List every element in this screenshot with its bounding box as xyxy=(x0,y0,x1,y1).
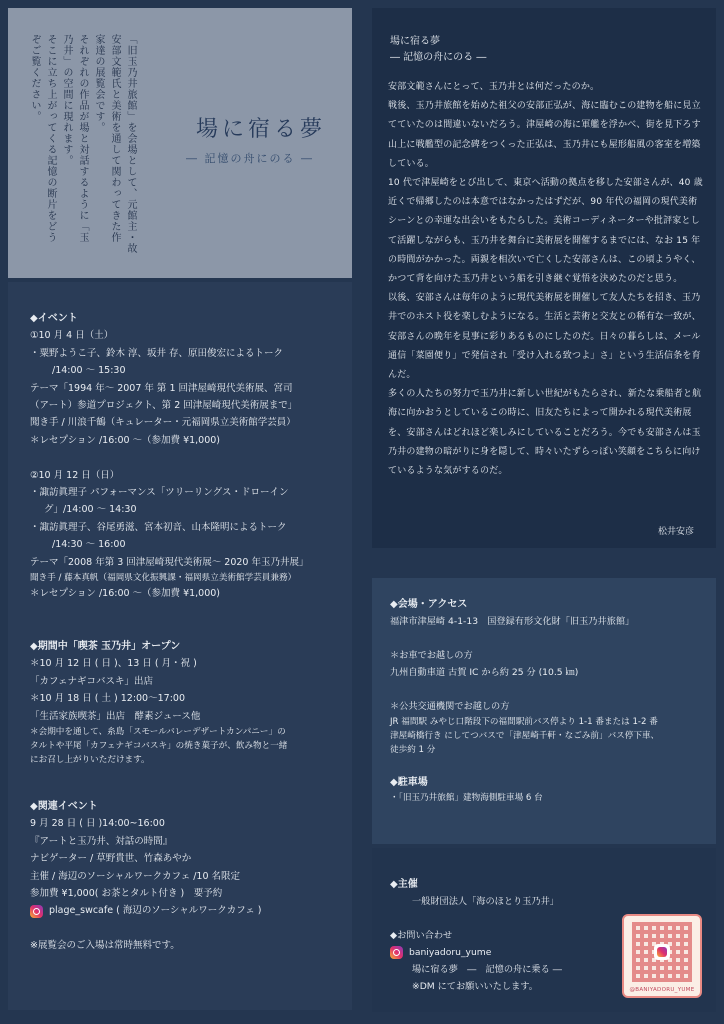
instagram-logo-icon xyxy=(654,944,670,960)
cafe-line: ＊10 月 18 日 ( 土 ) 12:00～17:00 xyxy=(30,693,185,705)
free-admission-note: ※展覧会のご入場は常時無料です。 xyxy=(30,940,180,952)
cafe-note: ＊会期中を通して、糸島「スモールバレーデザートカンパニー」の xyxy=(30,727,286,738)
instagram-icon xyxy=(30,905,43,918)
venue-panel xyxy=(372,578,716,844)
related-section xyxy=(30,798,346,955)
intro-column-5: 乃井」の空間に現れます。 xyxy=(61,34,72,166)
related-navigators: ナビゲーター / 草野貴世、竹森あやか xyxy=(30,853,192,865)
event-2-performance: ・諏訪眞理子 パフォーマンス「ツリーリングス・ドローイン xyxy=(30,487,289,499)
event-2-talk-time: /14:30 ～ 16:00 xyxy=(52,539,126,551)
event-1-theme: テーマ「1994 年～ 2007 年 第 1 回津屋崎現代美術展、宮司 xyxy=(30,382,293,394)
venue-section xyxy=(390,596,706,805)
car-access-heading: ＊お車でお越しの方 xyxy=(390,650,473,661)
cafe-note: にお召し上がりいただけます。 xyxy=(30,755,150,766)
intro-column-6: そこに立ち上がってくる記憶の断片をどう xyxy=(45,34,56,243)
transit-access: 津屋崎橋行き にしてつバスで「津屋崎千軒・なごみ前」バス停下車、 xyxy=(390,731,660,741)
event-1-date: ①10 月 4 日（土） xyxy=(30,330,114,342)
event-1-talk: ・粟野ようこ子、鈴木 淳、坂井 存、原田俊宏によるトーク xyxy=(30,347,284,359)
exhibition-title: 場に宿る夢 xyxy=(196,117,327,142)
contact-section xyxy=(390,876,620,995)
essay-subtitle: ― 記憶の舟にのる ― xyxy=(390,52,487,63)
parking-heading: ◆駐車場 xyxy=(390,777,428,788)
cafe-line: 「生活家族喫茶」出店 酵素ジュース他 xyxy=(30,710,201,722)
essay-body xyxy=(388,78,706,481)
related-instagram-handle[interactable]: plage_swcafe ( 海辺のソーシャルワークカフェ ) xyxy=(49,905,262,917)
event-1-reception: ＊レセプション /16:00 ～（参加費 ¥1,000) xyxy=(30,434,221,446)
intro-column-7: ぞご覧ください。 xyxy=(29,34,40,122)
essay-paragraph: 安部文範さんにとって、玉乃井とは何だったのか。 xyxy=(388,82,600,92)
venue-heading: ◆会場・アクセス xyxy=(390,599,468,610)
cafe-heading: ◆期間中「喫茶 玉乃井」オープン xyxy=(30,641,181,652)
intro-column-3: 家達の展覧会です。 xyxy=(93,34,104,133)
venue-address: 福津市津屋崎 4-1-13 国登録有形文化財「旧玉乃井旅館」 xyxy=(390,616,635,627)
intro-panel xyxy=(8,8,352,278)
organizer-heading: ◆主催 xyxy=(390,879,418,890)
essay-title-block xyxy=(390,34,486,66)
contact-instagram-handle[interactable]: baniyadoru_yume xyxy=(409,947,492,958)
contact-title-line: 場に宿る夢 ― 記憶の舟に乗る ― xyxy=(412,964,562,975)
event-1-interviewer: 聞き手 / 川浪千鶴（キュレーター・元福岡県立美術館学芸員） xyxy=(30,417,296,429)
contact-panel xyxy=(372,848,716,1012)
related-host: 主催 / 海辺のソーシャルワークカフェ /10 名限定 xyxy=(30,870,241,882)
event-2-talk: ・諏訪眞理子、谷尾勇滋、宮本初音、山本隆明によるトーク xyxy=(30,521,287,533)
car-access: 九州自動車道 古賀 IC から約 25 分 (10.5 ㎞) xyxy=(390,667,579,678)
essay-signature: 松井安彦 xyxy=(657,527,694,537)
transit-access: 徒歩約 1 分 xyxy=(390,745,436,755)
instagram-icon xyxy=(390,946,403,959)
essay-paragraph: 戦後、玉乃井旅館を始めた祖父の安部正弘が、海に臨むこの建物を船に見立てていたのは間違いないだろう。津屋崎の海に軍艦を浮かべ、街を見下ろす山上に戦艦型の記念碑をつくった正弘は、玉乃井にも屋形船風の客室を増築している。 xyxy=(388,101,701,169)
essay-paragraph: 10 代で津屋崎をとび出して、東京へ活動の拠点を移した安部さんが、40 歳近くで帰郷したのは本意ではなかったはずだが、90 年代の福岡の現代美術シーンとの幸運な出会いをもたらした。美術コーディネーターや批評家として活躍しながらも、玉乃井を舞台に美術展を開催するまでには、なお 15 年の時間がかかった。両親を相次いで亡くした安部さんは、この頃ようやく、かつて背を向けた玉乃井という船を引き継ぐ覚悟を決めたのだと思う。 xyxy=(388,178,703,285)
intro-column-2: 安部文範氏と美術を通して関わってきた作 xyxy=(109,34,120,243)
related-heading: ◆関連イベント xyxy=(30,801,98,812)
related-fee: 参加費 ¥1,000( お茶とタルト付き ) 要予約 xyxy=(30,888,223,900)
events-section xyxy=(30,310,346,603)
organizer-name: 一般財団法人「海のほとり玉乃井」 xyxy=(412,896,559,907)
event-2-date: ②10 月 12 日（日） xyxy=(30,469,120,481)
cafe-section xyxy=(30,638,346,767)
qr-caption: @BANIYADORU_YUME xyxy=(629,987,695,993)
instagram-qr-code[interactable] xyxy=(622,914,702,998)
related-instagram[interactable] xyxy=(30,902,346,919)
events-panel xyxy=(8,282,352,1010)
contact-instagram[interactable] xyxy=(390,944,620,961)
exhibition-subtitle: ― 記憶の舟にのる ― xyxy=(186,152,314,165)
event-1-theme-cont: （アート）参道プロジェクト、第 2 回津屋崎現代美術展まで」 xyxy=(30,400,298,412)
cafe-line: 「カフェナギコバスキ」出店 xyxy=(30,675,154,687)
inquiry-heading: ◆お問い合わせ xyxy=(390,930,453,941)
related-title: 『アートと玉乃井、対話の時間』 xyxy=(30,835,173,847)
cafe-note: タルトや平尾「カフェナギコバスキ」の焼き菓子が、飲み物と一緒 xyxy=(30,741,288,752)
dm-note: ※DM にてお願いいたします。 xyxy=(412,981,538,992)
transit-access: JR 福間駅 みやじ口階段下の福間駅前バス停より 1-1 番または 1-2 番 xyxy=(390,717,658,727)
transit-access-heading: ＊公共交通機関でお越しの方 xyxy=(390,701,510,712)
event-2-reception: ＊レセプション /16:00 ～（参加費 ¥1,000) xyxy=(30,588,221,600)
event-1-talk-time: /14:00 ～ 15:30 xyxy=(52,365,126,377)
intro-column-1: 「旧玉乃井旅館」を会場として、元館主・故 xyxy=(125,34,136,254)
event-2-performance-time: グ」/14:00 ～ 14:30 xyxy=(44,504,137,516)
essay-paragraph: 以後、安部さんは毎年のように現代美術展を開催して友人たちを招き、玉乃井でのホスト役を楽しむようになる。生活と芸術と交友との稀有な一致が、安部さんの晩年を見事に彩りあるものにしたのだ。日々の暮らしは、メール通信「菜園便り」で発信され「受け入れる致つよ」さ」という生活信条を育んだ。 xyxy=(388,293,701,381)
event-2-interviewer: 聞き手 / 藤本真帆（福岡県文化振興課・福岡県立美術館学芸員兼務） xyxy=(30,573,297,584)
intro-column-4: それぞれの作品が場と対話するように「玉 xyxy=(77,34,88,243)
related-date: 9 月 28 日 ( 日 )14:00~16:00 xyxy=(30,818,165,830)
essay-title: 場に宿る夢 xyxy=(390,36,440,47)
essay-panel xyxy=(372,8,716,548)
parking-info: ・「旧玉乃井旅館」建物海側駐車場 6 台 xyxy=(390,793,543,803)
events-heading: ◆イベント xyxy=(30,313,78,324)
event-2-theme: テーマ「2008 年第 3 回津屋崎現代美術展～ 2020 年玉乃井展」 xyxy=(30,556,309,568)
essay-paragraph: 多くの人たちの努力で玉乃井に新しい世紀がもたらされ、新たな乗船者と航海に向かおうとしているこの時に、旧友たちによって開かれる現代美術展を、安部さんはどれほど楽しみにしていることだろう。今でも安部さんは玉乃井の建物の暗がりに身を隠して、時々いたずらっぽい笑顔をこちらに向けているような気がするのだ。 xyxy=(388,389,702,477)
cafe-line: ＊10 月 12 日 ( 日 )、13 日 ( 月・祝 ) xyxy=(30,658,197,670)
